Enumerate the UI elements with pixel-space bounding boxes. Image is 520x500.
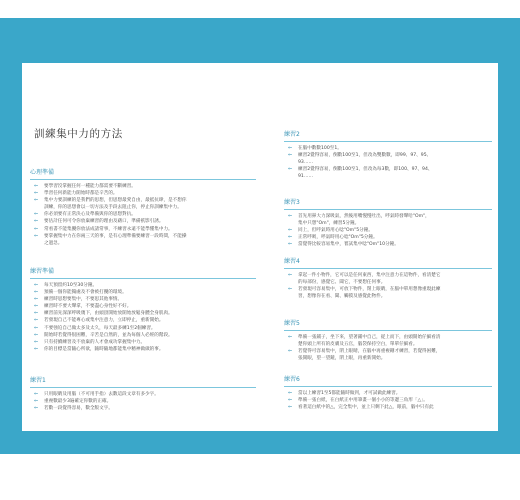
section-title: 練習3 <box>284 199 492 210</box>
item-text: 集中只想"Om"，練習5分鐘。 <box>298 221 360 227</box>
list-item <box>286 145 492 152</box>
item-text: 每天預留約10至30分鐘。 <box>44 283 98 288</box>
arrow-bullet-icon: ⇐ <box>34 405 39 412</box>
item-text: 若發現可容易集中，可放下物件，閉上眼睛，在腦中單用想像重現此練 <box>298 287 441 293</box>
book-spread <box>0 18 520 454</box>
item-list <box>284 272 492 300</box>
section-title: 練習1 <box>30 377 256 388</box>
item-text: 準備一張白紙，在白紙正中用筆畫一個小小的等邊三角形「△」。 <box>298 398 428 404</box>
item-list <box>284 213 492 248</box>
arrow-bullet-icon: ⇐ <box>288 241 293 248</box>
item-list <box>30 183 256 247</box>
arrow-bullet-icon: ⇐ <box>288 234 293 241</box>
arrow-bullet-icon: ⇐ <box>34 345 39 352</box>
list-item <box>32 325 256 332</box>
arrow-bullet-icon: ⇐ <box>288 397 293 404</box>
arrow-bullet-icon: ⇐ <box>34 282 39 288</box>
arrow-bullet-icon: ⇐ <box>34 211 39 218</box>
item-text: 的每部份，感覺它、聞它，不要想任何事。 <box>298 280 386 286</box>
arrow-bullet-icon: ⇐ <box>34 317 39 324</box>
arrow-bullet-icon: ⇐ <box>34 338 39 345</box>
item-text: 之過急。 <box>44 240 63 246</box>
item-text: 你必須要有正常決心及準備與你的思想對抗。 <box>44 212 136 218</box>
item-text: 首先用鼻大力深吸氣，然後用嘴慢慢吐出，呼氣時發聲哈"Om"， <box>298 214 430 219</box>
list-item <box>286 404 492 411</box>
section-exercise-3 <box>284 199 492 248</box>
item-text: 重複數最少3遍確定你數的正確。 <box>44 399 112 405</box>
list-item <box>32 346 256 353</box>
item-text: 要估計任何可令你放棄練習的理由及藉口，準備扺影引誘。 <box>44 219 164 225</box>
list-item <box>32 310 256 317</box>
arrow-bullet-icon: ⇐ <box>288 213 293 219</box>
right-page <box>262 63 498 431</box>
item-text: 拿起一件小物件，它可以是任何東西，集中注意力在這物件，看清楚它 <box>298 273 441 278</box>
list-item <box>286 286 492 300</box>
arrow-bullet-icon: ⇐ <box>34 324 39 331</box>
arrow-bullet-icon: ⇐ <box>34 197 39 204</box>
item-text: 若發現自己不能專心或集中注意力，立即停止，重新開始。 <box>44 318 164 324</box>
list-item <box>286 213 492 227</box>
list-item <box>286 152 492 166</box>
item-text: 正常呼吸，呼氣時用心唸"Om"5分鐘。 <box>298 235 378 241</box>
list-item <box>32 282 256 289</box>
item-text: 91…… <box>298 174 314 180</box>
list-item <box>32 391 256 398</box>
section-practice-preparation <box>30 268 256 353</box>
item-text: 只有持續練習及不放棄的人才會成功掌握集中力。 <box>44 339 146 345</box>
item-text: 集中力要訓練的是我們的思想，但思想最愛自由，最抵抗肆，是不想你 <box>44 198 187 204</box>
item-text: 練習2覺得容易，倒數100至1，但改為雙數數，即99、97、95、 <box>298 153 432 159</box>
section-title: 心理準備 <box>30 169 256 180</box>
arrow-bullet-icon: ⇐ <box>34 190 39 197</box>
section-title: 練習4 <box>284 258 492 269</box>
item-text: 習，想像你在看、聞、觸摸及感覺此物件。 <box>298 294 386 300</box>
list-item <box>286 348 492 362</box>
arrow-bullet-icon: ⇐ <box>288 227 293 234</box>
item-text: 要掌握集中力在你兩三天的事，是有心理準備要練習一段時間，不能操 <box>44 233 187 239</box>
arrow-bullet-icon: ⇐ <box>288 334 293 340</box>
arrow-bullet-icon: ⇐ <box>34 331 39 338</box>
arrow-bullet-icon: ⇐ <box>34 303 39 310</box>
item-list <box>284 390 492 411</box>
list-item <box>286 241 492 248</box>
arrow-bullet-icon: ⇐ <box>34 225 39 232</box>
item-list <box>284 334 492 362</box>
item-list <box>30 391 256 412</box>
item-text: 練習時不要大聲拿，不要盡心身性好不好。 <box>44 304 132 310</box>
arrow-bullet-icon: ⇐ <box>288 348 293 355</box>
list-item <box>286 234 492 241</box>
arrow-bullet-icon: ⇐ <box>288 286 293 293</box>
section-title: 練習5 <box>284 320 492 331</box>
arrow-bullet-icon: ⇐ <box>288 404 293 411</box>
section-exercise-4 <box>284 258 492 300</box>
arrow-bullet-icon: ⇐ <box>34 391 39 397</box>
item-text: 你的目標是當隨心所欲，隨時隨地都能集中精神做做的事。 <box>44 346 164 352</box>
section-title: 練習2 <box>284 131 492 142</box>
item-text: 當以上練習1至5都能隨時做到，才可試做此練習。 <box>298 391 401 396</box>
item-text: 不要強迫自己做太多及太久，每天最多練1至2個練習。 <box>44 325 156 331</box>
list-item <box>32 339 256 346</box>
section-title: 練習6 <box>284 376 492 387</box>
list-item <box>32 233 256 247</box>
item-text: 若覺得可容易集中，閉上眼睛，在腦中再重複剛才練習，若覺得困難， <box>298 349 441 355</box>
section-mental-preparation <box>30 169 256 247</box>
item-text: 同上，但呼氣時用心唸"Om"5分鐘。 <box>298 228 373 234</box>
list-item <box>32 197 256 211</box>
item-text: 張開眼，望一望鏡，閉上眼，再重新開始。 <box>298 356 386 362</box>
arrow-bullet-icon: ⇐ <box>288 390 293 396</box>
section-exercise-5 <box>284 320 492 362</box>
list-item <box>286 272 492 286</box>
item-text: 練習2覺得容易，倒數100至1，但改為每3數，即100、97、94、 <box>298 167 433 173</box>
item-list <box>284 145 492 180</box>
list-item <box>286 166 492 180</box>
arrow-bullet-icon: ⇐ <box>34 296 39 303</box>
list-item <box>286 334 492 348</box>
item-text: 預備一個你能獨處及不會被打擾的環境。 <box>44 290 127 296</box>
arrow-bullet-icon: ⇐ <box>34 289 39 296</box>
item-text: 準備一張鋪子，坐下來，望著鋪中自己，從上而下，由頭開始仔細看清 <box>298 335 441 340</box>
item-text: 若數一段覺得容易，數全版文字。 <box>44 406 113 412</box>
arrow-bullet-icon: ⇐ <box>288 166 293 173</box>
arrow-bullet-icon: ⇐ <box>34 218 39 225</box>
section-exercise-1 <box>30 377 256 412</box>
item-text: 訓練，你的思想會以一切方法及手段去阻止你，停止你訓練集中力。 <box>44 205 182 211</box>
list-item <box>32 398 256 405</box>
list-item <box>32 211 256 218</box>
item-text: 只用眼睛及用腦（不可用手指）去數這段文章有多少字。 <box>44 392 159 397</box>
item-text: 93…… <box>298 160 314 166</box>
item-text: 當覺得比較容易集中，嘗試集中唸"Om"10分鐘。 <box>298 242 399 248</box>
item-text: 在腦中數數100至1。 <box>298 146 342 151</box>
section-title: 練習準備 <box>30 268 256 279</box>
list-item <box>286 397 492 404</box>
item-text: 要學習沒掌握任何一種能力都需要不斷練習。 <box>44 184 136 189</box>
list-item <box>32 317 256 324</box>
item-list <box>30 282 256 353</box>
arrow-bullet-icon: ⇐ <box>34 183 39 189</box>
list-item <box>32 332 256 339</box>
arrow-bullet-icon: ⇐ <box>34 310 39 317</box>
list-item <box>286 390 492 397</box>
item-text: 練習前先深深呼吸幾下，由頭頂開始放開始放鬆身體全身肌肉。 <box>44 311 173 317</box>
item-text: 楚你頭上所有的皮膚及五官，腦袋保持空白，單單仔細看。 <box>298 342 418 348</box>
list-item <box>32 190 256 197</box>
list-item <box>32 183 256 190</box>
arrow-bullet-icon: ⇐ <box>288 272 293 278</box>
section-exercise-6 <box>284 376 492 411</box>
item-text: 開始時若覺得很困難，辛苦是自然的，並為每個人必經的階段。 <box>44 332 173 338</box>
list-item <box>32 226 256 233</box>
list-item <box>32 296 256 303</box>
list-item <box>32 289 256 296</box>
arrow-bullet-icon: ⇐ <box>288 145 293 151</box>
item-text: 常看書不能集擾你放法成諸常事，不練習永遠不能學懂集中力。 <box>44 226 173 232</box>
item-text: 看著這白紙中的△，完全集中，並上只剩下此△，眼前，腦中只有此 <box>298 405 434 411</box>
arrow-bullet-icon: ⇐ <box>34 232 39 239</box>
section-exercise-2 <box>284 131 492 180</box>
arrow-bullet-icon: ⇐ <box>34 398 39 405</box>
list-item <box>286 227 492 234</box>
page-title: 訓練集中力的方法 <box>34 128 123 140</box>
list-item <box>32 218 256 225</box>
item-text: 練習時思想要集中，不要思其他事情。 <box>44 297 123 303</box>
left-page <box>22 63 262 431</box>
list-item <box>32 405 256 412</box>
list-item <box>32 303 256 310</box>
item-text: 學習任何新能力開始時都是辛苦的。 <box>44 191 118 197</box>
arrow-bullet-icon: ⇐ <box>288 152 293 159</box>
